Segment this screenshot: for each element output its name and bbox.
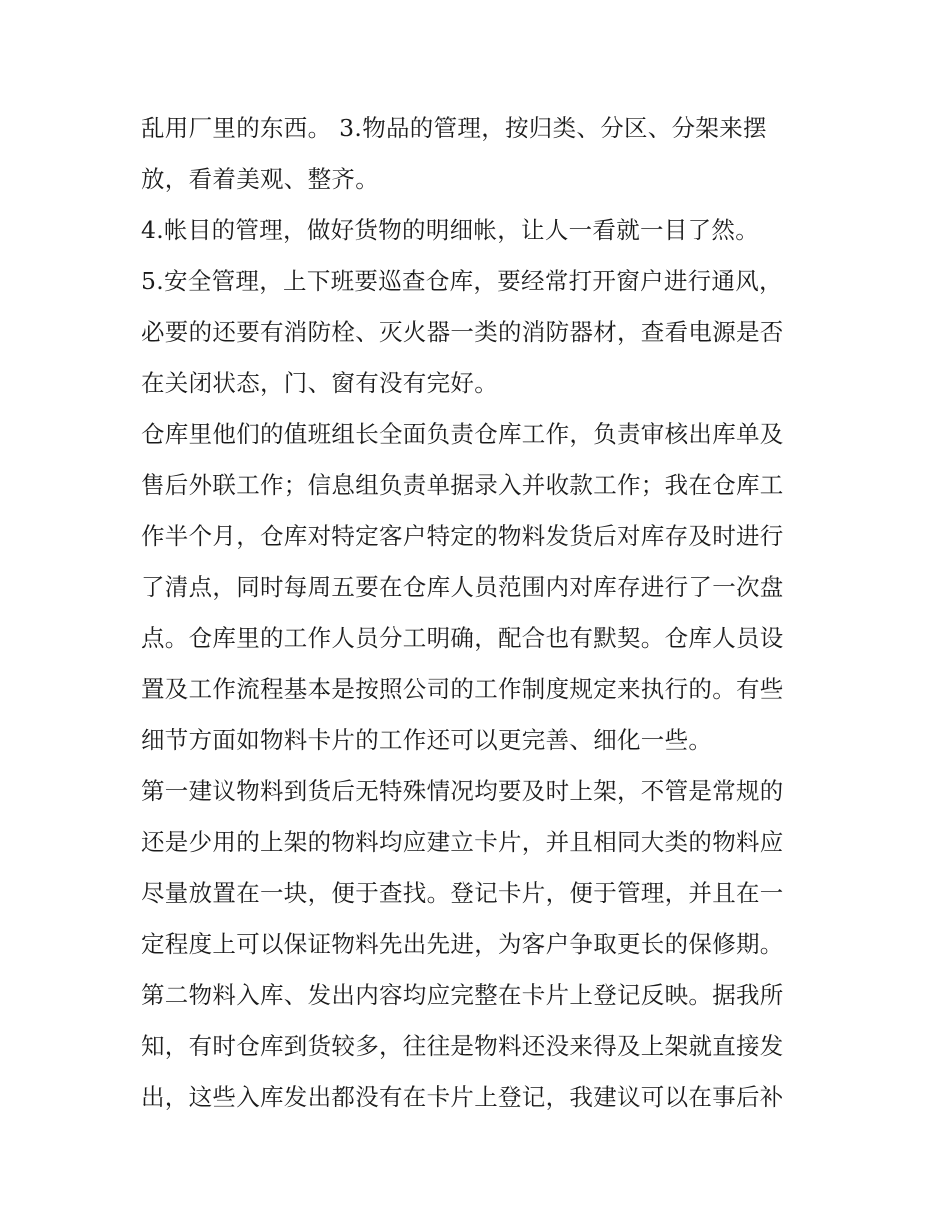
text-line: 知，有时仓库到货较多，往往是物料还没来得及上架就直接发	[141, 1032, 784, 1060]
text-line: 第二物料入库、发出内容均应完整在卡片上登记反映。据我所	[141, 981, 784, 1009]
text-line: 出，这些入库发出都没有在卡片上登记，我建议可以在事后补	[141, 1083, 784, 1111]
text-line: 定程度上可以保证物料先出先进，为客户争取更长的保修期。	[141, 930, 784, 958]
text-line: 细节方面如物料卡片的工作还可以更完善、细化一些。	[141, 726, 713, 754]
text-line: 点。仓库里的工作人员分工明确，配合也有默契。仓库人员设	[141, 624, 784, 652]
text-line: 仓库里他们的值班组长全面负责仓库工作，负责审核出库单及	[141, 420, 784, 448]
text-line: 4.帐目的管理，做好货物的明细帐，让人一看就一目了然。	[141, 216, 760, 244]
text-line: 5.安全管理，上下班要巡查仓库，要经常打开窗户进行通风，	[141, 267, 783, 295]
text-line: 作半个月，仓库对特定客户特定的物料发货后对库存及时进行	[141, 522, 784, 550]
text-line: 置及工作流程基本是按照公司的工作制度规定来执行的。有些	[141, 675, 784, 703]
text-line: 在关闭状态，门、窗有没有完好。	[141, 369, 498, 397]
text-line: 乱用厂里的东西。 3.物品的管理，按归类、分区、分架来摆	[141, 114, 767, 142]
text-line: 了清点，同时每周五要在仓库人员范围内对库存进行了一次盘	[141, 573, 784, 601]
text-line: 第一建议物料到货后无特殊情况均要及时上架，不管是常规的	[141, 777, 784, 805]
text-line: 必要的还要有消防栓、灭火器一类的消防器材，查看电源是否	[141, 318, 784, 346]
text-line: 尽量放置在一块，便于查找。登记卡片，便于管理，并且在一	[141, 879, 784, 907]
text-line: 还是少用的上架的物料均应建立卡片，并且相同大类的物料应	[141, 828, 784, 856]
text-line: 售后外联工作；信息组负责单据录入并收款工作；我在仓库工	[141, 471, 784, 499]
text-line: 放，看着美观、整齐。	[141, 165, 379, 193]
body-text	[141, 103, 821, 1123]
